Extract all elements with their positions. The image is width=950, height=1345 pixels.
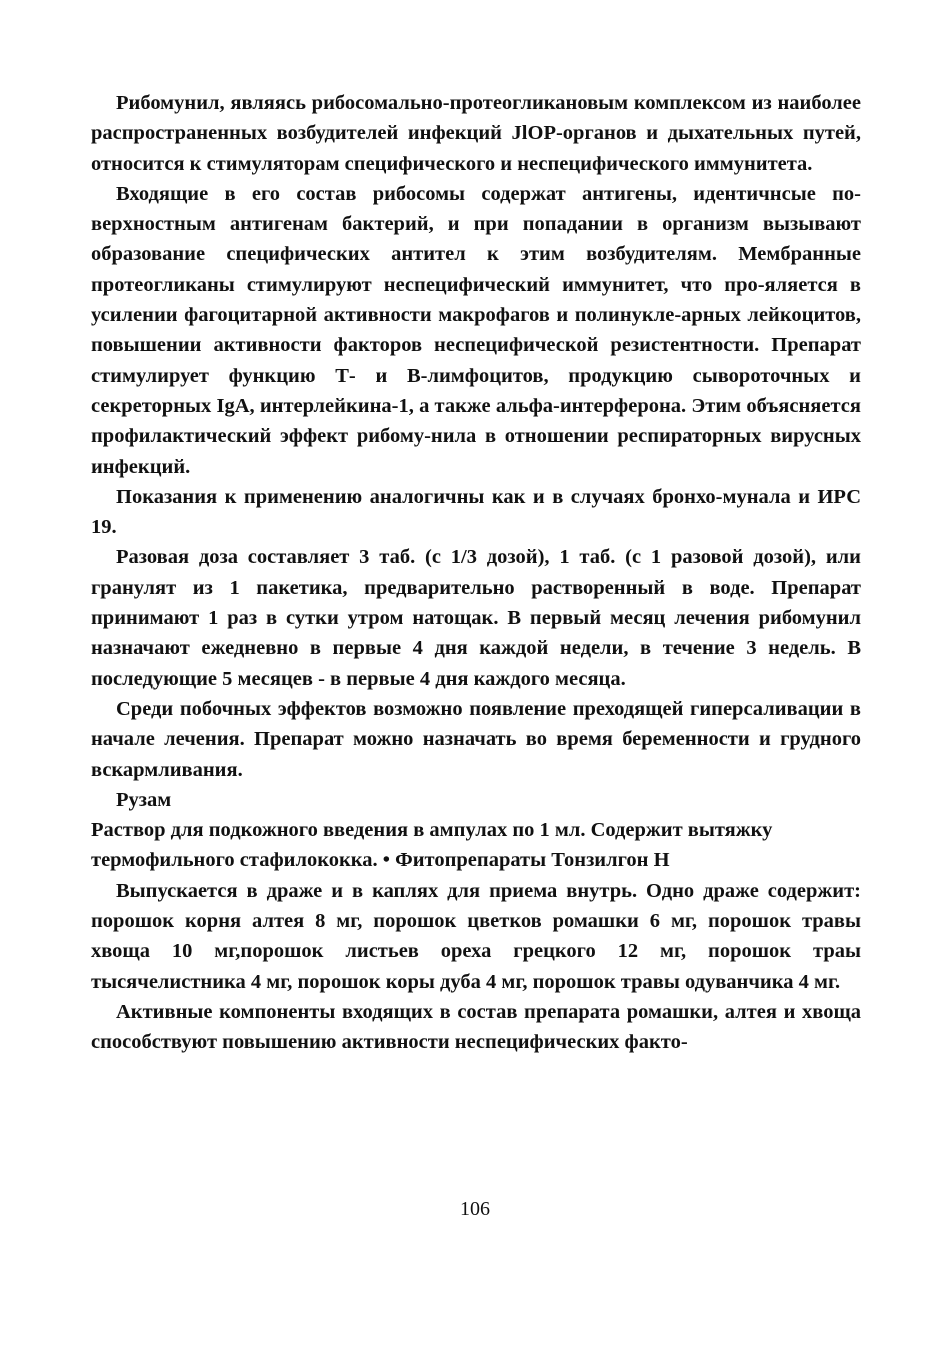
paragraph-dosage: Разовая доза составляет 3 таб. (с 1/3 дозой), 1 таб. (с 1 разовой дозой), или гранулят из 1 пакетика, предварительно растворенный в воде. Препарат принимают 1 раз в сутки утром натощак. В первый месяц лечения рибомунил назначают ежедневно в первые 4 дня каждой недели, в течение 3 недель. В последующие 5 месяцев - в первые 4 дня каждого месяца. <box>91 546 861 690</box>
paragraph-ribomunil-intro: Рибомунил, являясь рибосомально-протеогликановым комплексом из наиболее распространенных возбудителей инфекций JlOP-органов и дыхательных путей, относится к стимуляторам специфического и неспецифического иммунитета. <box>91 92 861 175</box>
section-heading-ruzam: Рузам <box>116 788 172 811</box>
paragraph-indications: Показания к применению аналогичны как и в случаях бронхо-мунала и ИРС 19. <box>91 485 861 539</box>
paragraph-side-effects: Среди побочных эффектов возможно появление преходящей гиперсаливации в начале лечения. Препарат можно назначать во время беременности и грудного вскармливания. <box>91 697 861 781</box>
paragraph-active-components: Активные компоненты входящих в состав препарата ромашки, алтея и хвоща способствуют повышению активности неспецифических факто- <box>91 1000 861 1054</box>
paragraph-ruzam-description: Раствор для подкожного введения в ампулах по 1 мл. Содержит вытяжку термофильного стафилококка. • Фитопрепараты Тонзилгон Н <box>91 819 773 872</box>
paragraph-tonsilgon-composition: Выпускается в драже и в каплях для приема внутрь. Одно драже содержит: порошок корня алтея 8 мг, порошок цветков ромашки 6 мг, порошок травы хвоща 10 мг,порошок листьев ореха грецкого 12 мг, порошок траы тысячелистника 4 мг, порошок коры дуба 4 мг, порошок травы одуванчика 4 мг. <box>91 879 861 993</box>
paragraph-ribosomes-antigens: Входящие в его состав рибосомы содержат антигены, идентичнсые поверхностным антигенам бактерий, и при попадании в организм вызывают образование специфических антител к этим возбудителям. Мембранные протеогликаны стимулируют неспецифический иммунитет, что про-яляется в усилении фагоцитарной активности макрофагов и полинукле-арных лейкоцитов, повышении активности факторов неспецифической резистентности. Препарат стимулирует функцию Т- и В-лимфоцитов, продукцию сывороточных и секреторных IgA, интерлейкина-1, а также альфа-интерферона. Этим объясняется профилактический эффект рибому-нила в отношении респираторных вирусных инфекций. <box>91 182 861 478</box>
page-body <box>91 88 861 1058</box>
page-number: 106 <box>460 1198 490 1220</box>
